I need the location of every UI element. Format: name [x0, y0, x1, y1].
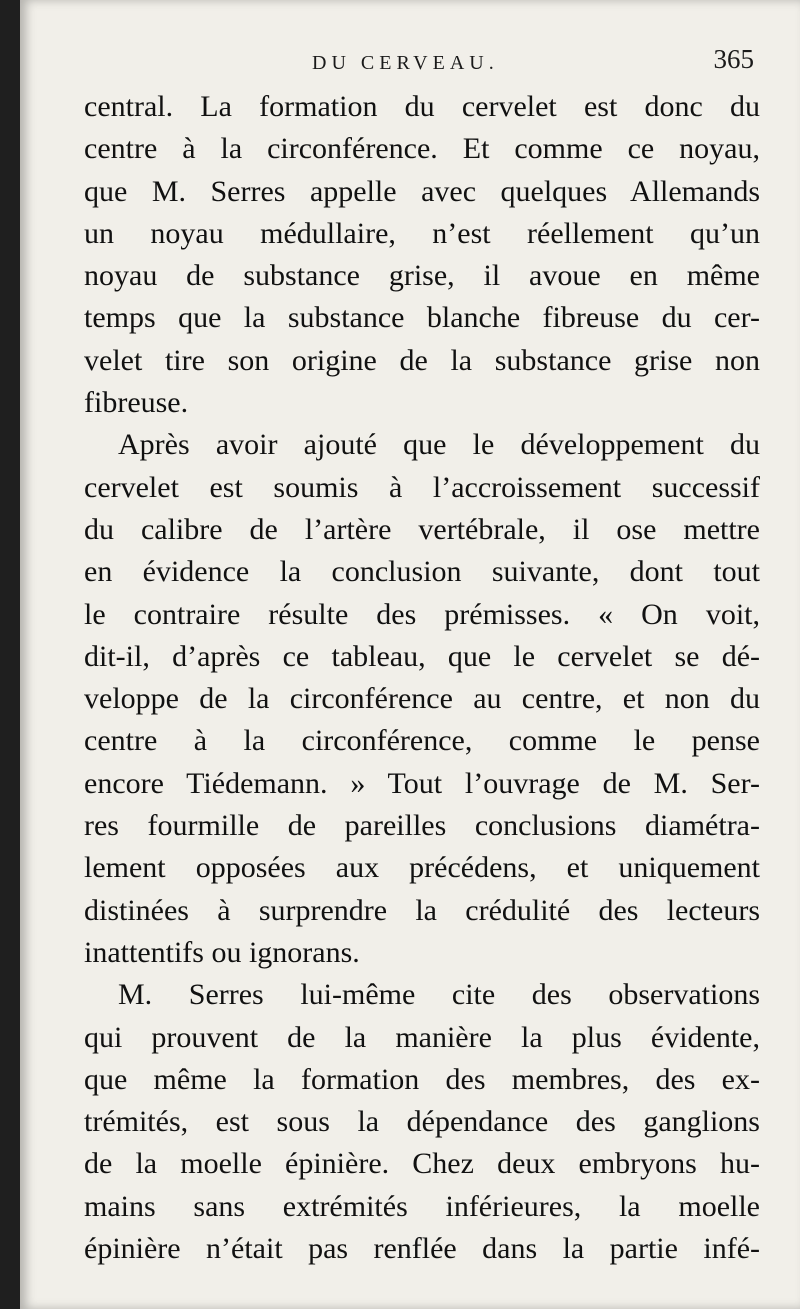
- text-line: distinées à surprendre la crédulité des lecteurs: [84, 893, 760, 927]
- text-line: qui prouvent de la manière la plus évidente,: [84, 1020, 760, 1054]
- text-line: que même la formation des membres, des ex-: [84, 1062, 760, 1096]
- paragraph: [84, 974, 760, 1270]
- text-line: épinière n’était pas renflée dans la partie infé-: [84, 1232, 760, 1266]
- paragraph: [84, 424, 760, 974]
- page-number: 365: [713, 44, 754, 74]
- text-line: Après avoir ajouté que le développement du: [118, 428, 760, 462]
- text-line: lement opposées aux précédens, et uniquement: [84, 851, 760, 885]
- body-text: [84, 86, 760, 1270]
- text-line: M. Serres lui-même cite des observations: [118, 978, 760, 1012]
- text-line: un noyau médullaire, n’est réellement qu’un: [84, 216, 760, 250]
- text-line: encore Tiédemann. » Tout l’ouvrage de M. Ser-: [84, 766, 760, 800]
- text-line: de la moelle épinière. Chez deux embryons hu-: [84, 1147, 760, 1181]
- text-line: central. La formation du cervelet est donc du: [84, 90, 760, 123]
- text-line: centre à la circonférence. Et comme ce noyau,: [84, 132, 760, 166]
- text-line: temps que la substance blanche fibreuse du cer-: [84, 301, 760, 335]
- text-line: du calibre de l’artère vertébrale, il ose mettre: [84, 512, 760, 546]
- paragraph: [84, 86, 760, 424]
- text-line: que M. Serres appelle avec quelques Allemands: [84, 174, 760, 208]
- text-line: dit-il, d’après ce tableau, que le cervelet se dé-: [84, 639, 760, 673]
- text-line: en évidence la conclusion suivante, dont tout: [84, 555, 760, 589]
- text-line: le contraire résulte des prémisses. « On voit,: [84, 597, 760, 631]
- running-head: [20, 44, 800, 84]
- text-line: noyau de substance grise, il avoue en même: [84, 259, 760, 293]
- book-page: [20, 0, 800, 1309]
- text-line: inattentifs ou ignorans.: [84, 935, 360, 969]
- running-head-title: DU CERVEAU.: [312, 52, 499, 74]
- text-line: trémités, est sous la dépendance des ganglions: [84, 1105, 760, 1139]
- text-line: velet tire son origine de la substance grise non: [84, 343, 760, 377]
- text-line: cervelet est soumis à l’accroissement successif: [84, 470, 760, 504]
- text-line: res fourmille de pareilles conclusions diamétra-: [84, 809, 760, 843]
- text-line: fibreuse.: [84, 386, 189, 420]
- text-line: veloppe de la circonférence au centre, et non du: [84, 682, 760, 716]
- text-line: centre à la circonférence, comme le pense: [84, 724, 760, 758]
- text-line: mains sans extrémités inférieures, la moelle: [84, 1189, 760, 1223]
